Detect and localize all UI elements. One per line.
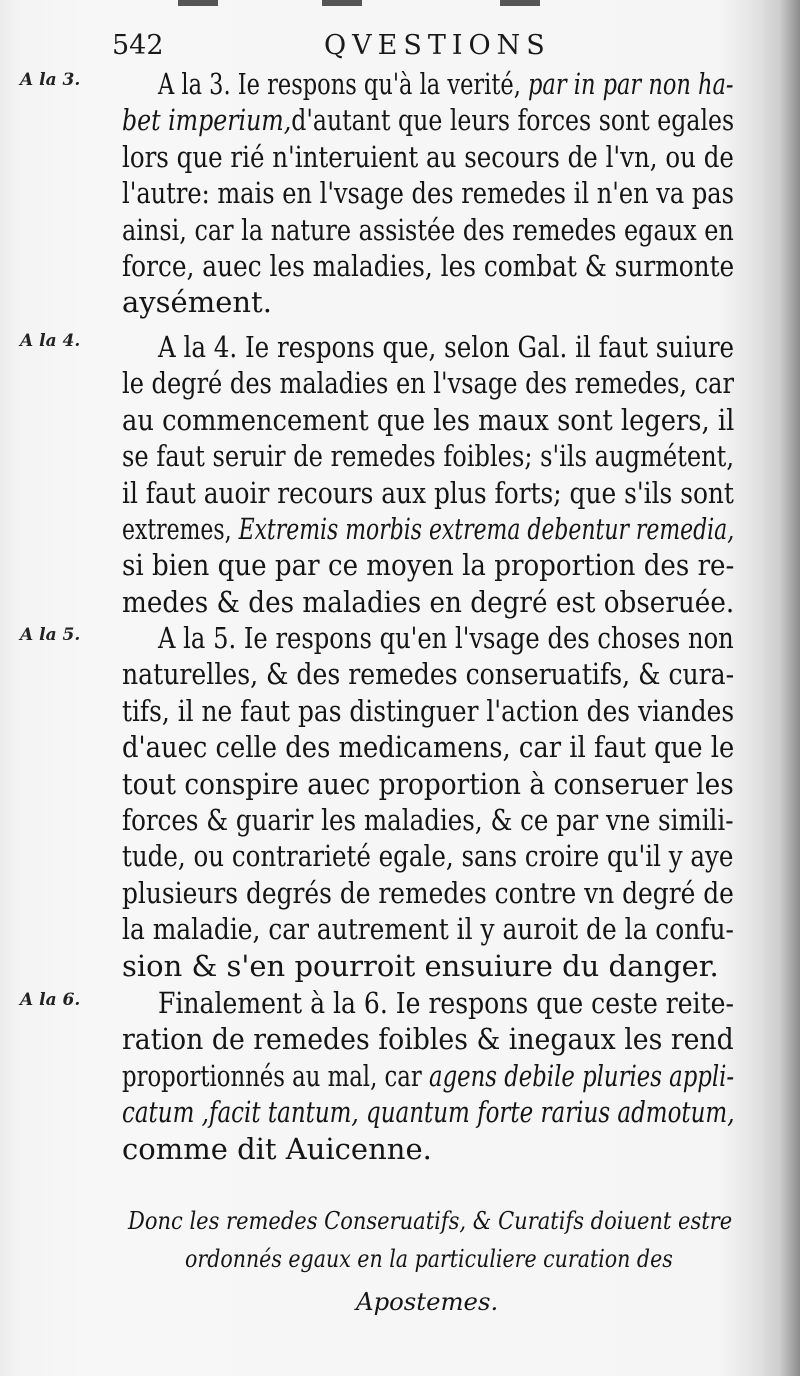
text-segment: la maladie, car autrement il y auroit de la confu- [122, 912, 734, 947]
latin-quote: bet imperium, [122, 103, 292, 138]
text-segment: proportionnés au mal, car [122, 1058, 429, 1093]
text-line [122, 1131, 432, 1167]
text-line [122, 365, 734, 401]
latin-quote: par in par non ha- [528, 67, 734, 101]
margin-note: A la 3. [20, 70, 81, 90]
text-line [158, 985, 734, 1021]
text-segment: tude, ou contrarieté egale, sans croire qu'il y aye [122, 839, 734, 874]
text-line [158, 329, 734, 365]
top-edge-mark [322, 0, 362, 6]
text-segment: medes & des maladies en degré est obseruée. [122, 584, 735, 619]
text-line [158, 66, 734, 102]
text-line [122, 1094, 735, 1130]
text-line [122, 475, 734, 511]
top-edge-mark [500, 0, 540, 6]
text-segment: A la 5. Ie respons qu'en l'vsage des choses non [158, 621, 734, 655]
text-line [122, 584, 734, 620]
text-segment: se faut seruir de remedes foibles; s'ils augmétent, [122, 439, 735, 474]
text-line [122, 212, 734, 248]
text-segment: Finalement à la 6. Ie respons que ceste reite- [158, 986, 734, 1020]
text-segment: d'autant que leurs forces sont egales [291, 103, 735, 138]
text-line [122, 911, 734, 947]
text-segment: A la 3. Ie respons qu'à la verité, [158, 67, 529, 101]
text-line [122, 838, 733, 874]
latin-quote: Extremis morbis extrema debentur remedia, [238, 512, 735, 546]
running-title: QVESTIONS [324, 30, 551, 61]
text-line [122, 1021, 734, 1057]
text-line [122, 248, 734, 284]
running-header [112, 26, 582, 66]
conclusion-line: Donc les remedes Conseruatifs, & Curatifs doiuent estre [128, 1207, 733, 1235]
text-line [122, 438, 734, 474]
text-segment: il faut auoir recours aux plus forts; que s'ils sont [122, 475, 734, 510]
text-segment: le degré des maladies en l'vsage des remedes, car [122, 366, 734, 401]
text-segment: aysément. [122, 285, 272, 320]
text-segment: tout conspire auec proportion à conseruer les [122, 766, 734, 801]
text-segment: au commencement que les maux sont legers, il [122, 402, 735, 437]
text-line [122, 102, 734, 138]
conclusion-line: ordonnés egaux en la particuliere curation des [185, 1245, 673, 1273]
text-segment: A la 4. Ie respons que, selon Gal. il faut suiure [158, 330, 735, 364]
text-segment: tifs, il ne faut pas distinguer l'action des viandes [122, 693, 735, 728]
text-line [158, 620, 734, 656]
text-line [122, 139, 734, 175]
text-segment: naturelles, & des remedes conseruatifs, & cura- [122, 657, 735, 692]
text-line [122, 511, 734, 547]
text-segment: sion & s'en pourroit ensuiure du danger. [122, 948, 719, 983]
latin-quote: agens debile pluries appli- [428, 1058, 735, 1093]
conclusion-line: Apostemes. [356, 1288, 499, 1316]
page-gutter-shadow [762, 0, 800, 1376]
top-edge-mark [178, 0, 218, 6]
text-segment: ainsi, car la nature assistée des remedes egaux en [122, 212, 734, 247]
text-line [122, 284, 272, 320]
text-line [122, 402, 734, 438]
text-line [122, 875, 734, 911]
text-segment: comme dit Auicenne. [122, 1131, 432, 1166]
margin-note: A la 6. [20, 990, 81, 1010]
text-line [122, 693, 734, 729]
text-line [122, 175, 734, 211]
text-line [122, 766, 734, 802]
page-number: 542 [112, 30, 164, 61]
text-segment: force, auec les maladies, les combat & surmonte [122, 249, 735, 283]
latin-quote: catum ,facit tantum, quantum forte rarius admotum, [122, 1095, 735, 1130]
text-segment: d'auec celle des medicamens, car il faut que le [122, 730, 735, 765]
text-line [122, 729, 734, 765]
text-segment: ration de remedes foibles & inegaux les rend [122, 1022, 734, 1057]
text-segment: forces & guarir les maladies, & ce par vne simili- [122, 803, 734, 837]
text-line [122, 948, 719, 984]
text-segment: extremes, [122, 512, 239, 546]
text-segment: si bien que par ce moyen la proportion des re- [122, 548, 735, 583]
text-line [122, 656, 734, 692]
text-line [122, 802, 734, 838]
margin-note: A la 5. [20, 625, 81, 645]
text-segment: plusieurs degrés de remedes contre vn degré de [122, 875, 734, 910]
margin-note: A la 4. [20, 331, 81, 351]
text-segment: l'autre: mais en l'vsage des remedes il n'en va pas [122, 176, 734, 211]
text-line [122, 1058, 734, 1094]
text-segment: lors que rié n'interuient au secours de l'vn, ou de [122, 139, 734, 174]
text-line [122, 547, 734, 583]
